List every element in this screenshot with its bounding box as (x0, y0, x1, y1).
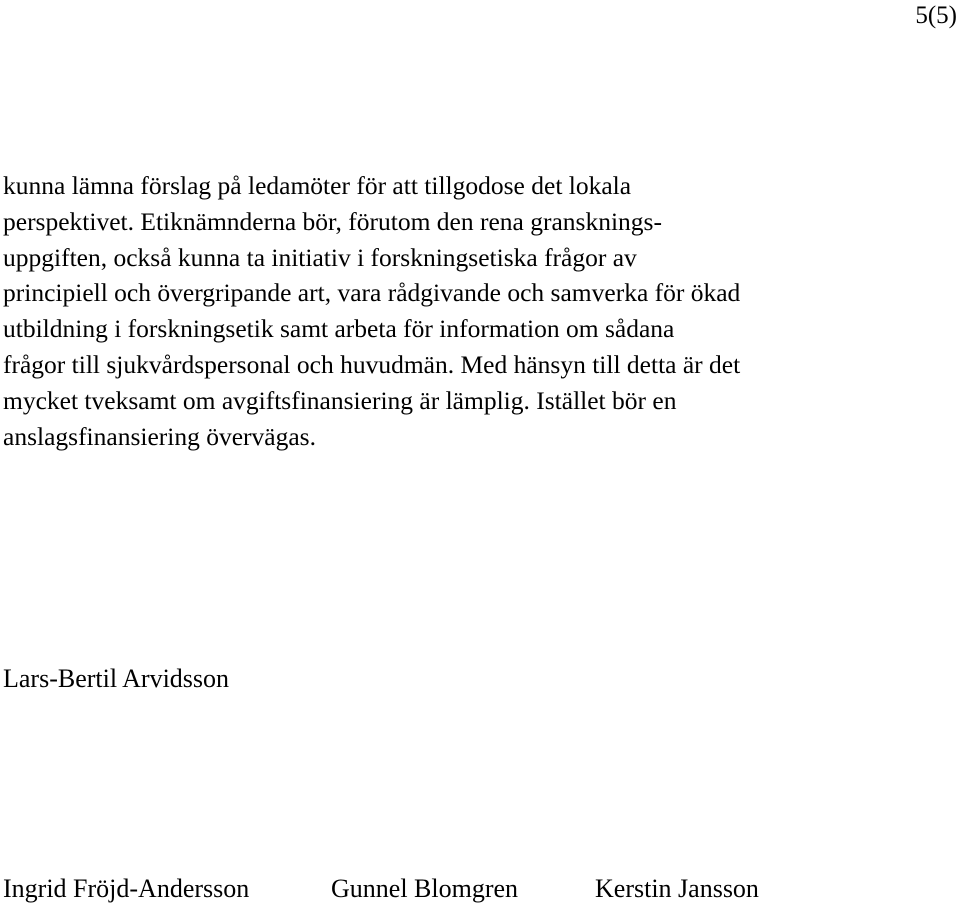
paragraph-line: anslagsfinansiering övervägas. (3, 421, 316, 451)
paragraph-line: mycket tveksamt om avgiftsfinansiering är lämplig. Istället bör en (3, 385, 677, 415)
paragraph-line: frågor till sjukvårdspersonal och huvudmän. Med hänsyn till detta är det (3, 349, 741, 379)
paragraph-line: uppgiften, också kunna ta initiativ i forskningsetiska frågor av (3, 242, 637, 272)
paragraph-line: perspektivet. Etiknämnderna bör, förutom den rena gransknings- (3, 206, 662, 236)
signatory-name: Ingrid Fröjd-Andersson (3, 874, 250, 903)
body-paragraph (3, 168, 953, 454)
paragraph-line: kunna lämna förslag på ledamöter för att tillgodose det lokala (3, 171, 632, 200)
page-number: 5(5) (915, 2, 957, 29)
signatory-name: Lars-Bertil Arvidsson (3, 664, 230, 693)
signatory-name: Gunnel Blomgren (331, 874, 519, 903)
paragraph-line: principiell och övergripande art, vara rådgivande och samverka för ökad (3, 278, 741, 308)
signatory-name: Kerstin Jansson (595, 874, 759, 903)
paragraph-line: utbildning i forskningsetik samt arbeta för information om sådana (3, 314, 675, 344)
